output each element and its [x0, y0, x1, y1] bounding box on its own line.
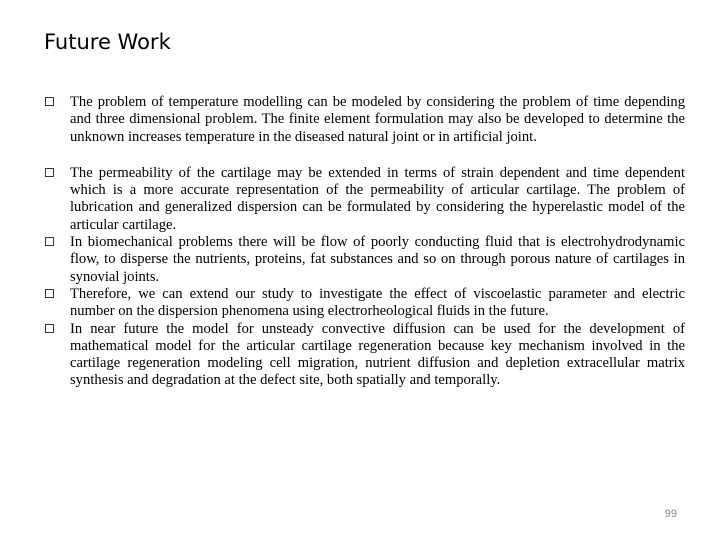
- bullet-item: [44, 94, 685, 146]
- bullet-text: In near future the model for unsteady convective diffusion can be used for the development of mathematical model for the articular cartilage regeneration because key mechanism involved in the cartilage regeneration modeling cell migration, nutrient diffusion and depletion extracellular matrix synthesis and degradation at the defect site, both spatially and temporally.: [70, 320, 685, 389]
- page-number: 99: [664, 508, 677, 520]
- square-bullet-icon: [45, 237, 54, 246]
- slide-title: Future Work: [44, 30, 171, 54]
- square-bullet-icon: [45, 97, 54, 106]
- bullet-text: The problem of temperature modelling can be modeled by considering the problem of time depending and three dimensional problem. The finite element formulation may also be developed to determine the unknown increases temperature in the diseased natural joint or in artificial joint.: [70, 94, 685, 145]
- bullet-item: [44, 286, 685, 321]
- square-bullet-icon: [45, 168, 54, 177]
- bullet-text: Therefore, we can extend our study to investigate the effect of viscoelastic parameter and electric number on the dispersion phenomena using electrorheological fluids in the future.: [70, 285, 685, 320]
- bullet-item: [44, 234, 685, 286]
- square-bullet-icon: [45, 324, 54, 333]
- bullet-text: The permeability of the cartilage may be extended in terms of strain dependent and time dependent which is a more accurate representation of the permeability of articular cartilage. The problem of lubrication and generalized dispersion can be formulated by considering the hyperelastic model of the articular cartilage.: [70, 164, 685, 233]
- square-bullet-icon: [45, 289, 54, 298]
- bullet-text: In biomechanical problems there will be flow of poorly conducting fluid that is electrohydrodynamic flow, to disperse the nutrients, proteins, fat substances and so on through porous nature of cartilages in synovial joints.: [70, 234, 685, 285]
- bullet-list: [44, 94, 685, 390]
- bullet-item: [44, 321, 685, 390]
- bullet-item: [44, 165, 685, 234]
